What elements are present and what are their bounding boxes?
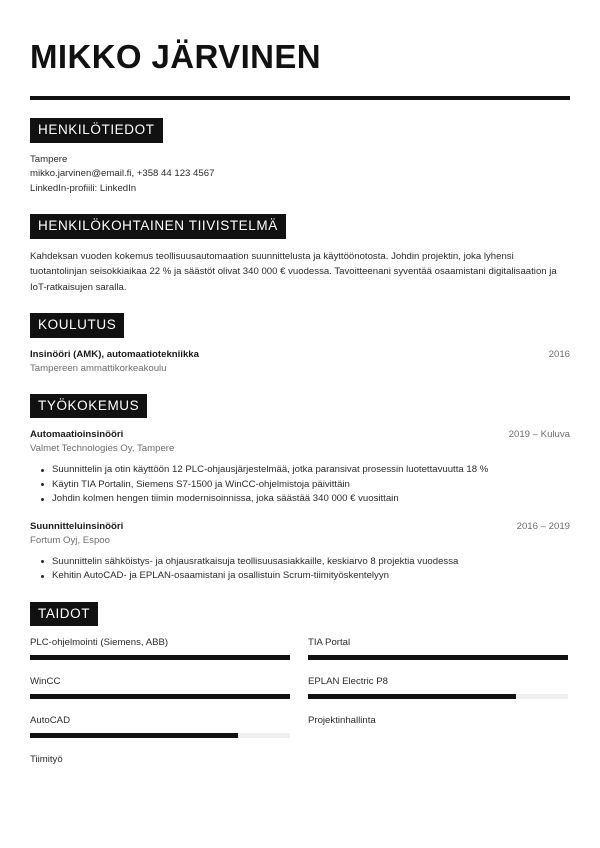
experience-date: 2016 – 2019	[516, 520, 570, 532]
skill-item	[30, 675, 290, 699]
education-entry	[30, 348, 570, 376]
section-skills	[30, 602, 570, 793]
skill-label: Projektinhallinta	[308, 715, 376, 726]
experience-bullet-list	[30, 463, 570, 507]
skill-bar-fill	[308, 655, 568, 660]
experience-bullet-list	[30, 555, 570, 584]
skill-bar-track	[308, 733, 568, 738]
skill-label: PLC-ohjelmointi (Siemens, ABB)	[30, 637, 169, 648]
contact-email-phone: mikko.jarvinen@email.fi, +358 44 123 4567	[30, 168, 215, 179]
skill-bar-track	[308, 694, 568, 699]
list-item: Johdin kolmen hengen tiimin modernisoinnissa, joka säästää 340 000 € vuosittain	[52, 492, 570, 507]
skill-bar-track	[30, 733, 290, 738]
skill-item	[30, 753, 290, 777]
page-title: MIKKO JÄRVINEN	[30, 38, 322, 75]
experience-employer: Fortum Oyj, Espoo	[30, 534, 110, 546]
education-degree: Insinööri (AMK), automaatiotekniikka	[30, 348, 199, 360]
experience-date: 2019 – Kuluva	[508, 429, 570, 440]
skill-bar-fill	[30, 694, 290, 699]
education-entry-head	[30, 348, 570, 361]
skill-label: AutoCAD	[30, 715, 70, 726]
list-item: Käytin TIA Portalin, Siemens S7-1500 ja WinCC-ohjelmistoja päivittäin	[52, 478, 570, 493]
experience-entry	[30, 428, 570, 507]
experience-role: Automaatioinsinööri	[30, 429, 124, 440]
skill-bar-track	[308, 655, 568, 660]
education-institution: Tampereen ammattikorkeakoulu	[30, 362, 167, 374]
section-personal-details	[30, 118, 570, 196]
skill-item	[308, 714, 568, 738]
education-date: 2016	[548, 348, 570, 360]
header-divider	[30, 96, 570, 100]
header	[30, 0, 570, 76]
experience-role: Suunnitteluinsinööri	[30, 520, 124, 532]
section-heading-education: KOULUTUS	[30, 313, 124, 338]
list-item: Kehitin AutoCAD- ja EPLAN-osaamistani ja osallistuin Scrum-tiimityöskentelyyn	[52, 569, 570, 584]
skill-item	[308, 675, 568, 699]
experience-entry-head	[30, 520, 570, 533]
skill-bar-fill	[30, 655, 290, 660]
section-heading-skills: TAIDOT	[30, 602, 98, 627]
skill-item	[308, 636, 568, 660]
section-education	[30, 313, 570, 376]
skill-label: EPLAN Electric P8	[308, 676, 388, 687]
skill-bar-fill	[30, 733, 238, 738]
experience-entry-head	[30, 428, 570, 441]
skill-bar-track	[30, 772, 290, 777]
section-experience	[30, 394, 570, 584]
skills-grid	[30, 636, 570, 792]
section-heading-experience: TYÖKOKEMUS	[30, 394, 147, 419]
experience-employer: Valmet Technologies Oy, Tampere	[30, 443, 175, 454]
contact-location: Tampere	[30, 153, 68, 165]
skill-bar-fill	[308, 694, 516, 699]
list-item: Suunnittelin ja otin käyttöön 12 PLC-ohjausjärjestelmää, jotka paransivat prosessin luotettavuutta 18 %	[52, 463, 570, 478]
skill-label: WinCC	[30, 676, 61, 687]
skill-item	[30, 636, 290, 660]
section-summary	[30, 214, 570, 295]
skill-bar-track	[30, 694, 290, 699]
list-item: Suunnittelin sähköistys- ja ohjausratkaisuja teollisuusasiakkaille, keskiarvo 8 projektia vuodessa	[52, 555, 570, 570]
skill-item	[30, 714, 290, 738]
section-heading-summary: HENKILÖKOHTAINEN TIIVISTELMÄ	[30, 214, 286, 239]
section-heading-personal-details: HENKILÖTIEDOT	[30, 118, 163, 143]
skill-label: TIA Portal	[308, 637, 351, 648]
summary-text: Kahdeksan vuoden kokemus teollisuusautomaation suunnittelusta ja käyttöönotosta. Johdin projektin, joka lyhensi tuotantolinjan seisokkiaikaa 22 % ja säästöt olivat 340 000 € vuodessa. Tavoitteenani syventää osaamistani digitalisaation ja IoT-ratkaisujen saralla.	[30, 250, 557, 293]
skill-bar-track	[30, 655, 290, 660]
skill-label: Tiimityö	[30, 754, 63, 765]
experience-entry	[30, 520, 570, 584]
contact-block	[30, 153, 570, 197]
contact-linkedin: LinkedIn-profiili: LinkedIn	[30, 182, 137, 194]
